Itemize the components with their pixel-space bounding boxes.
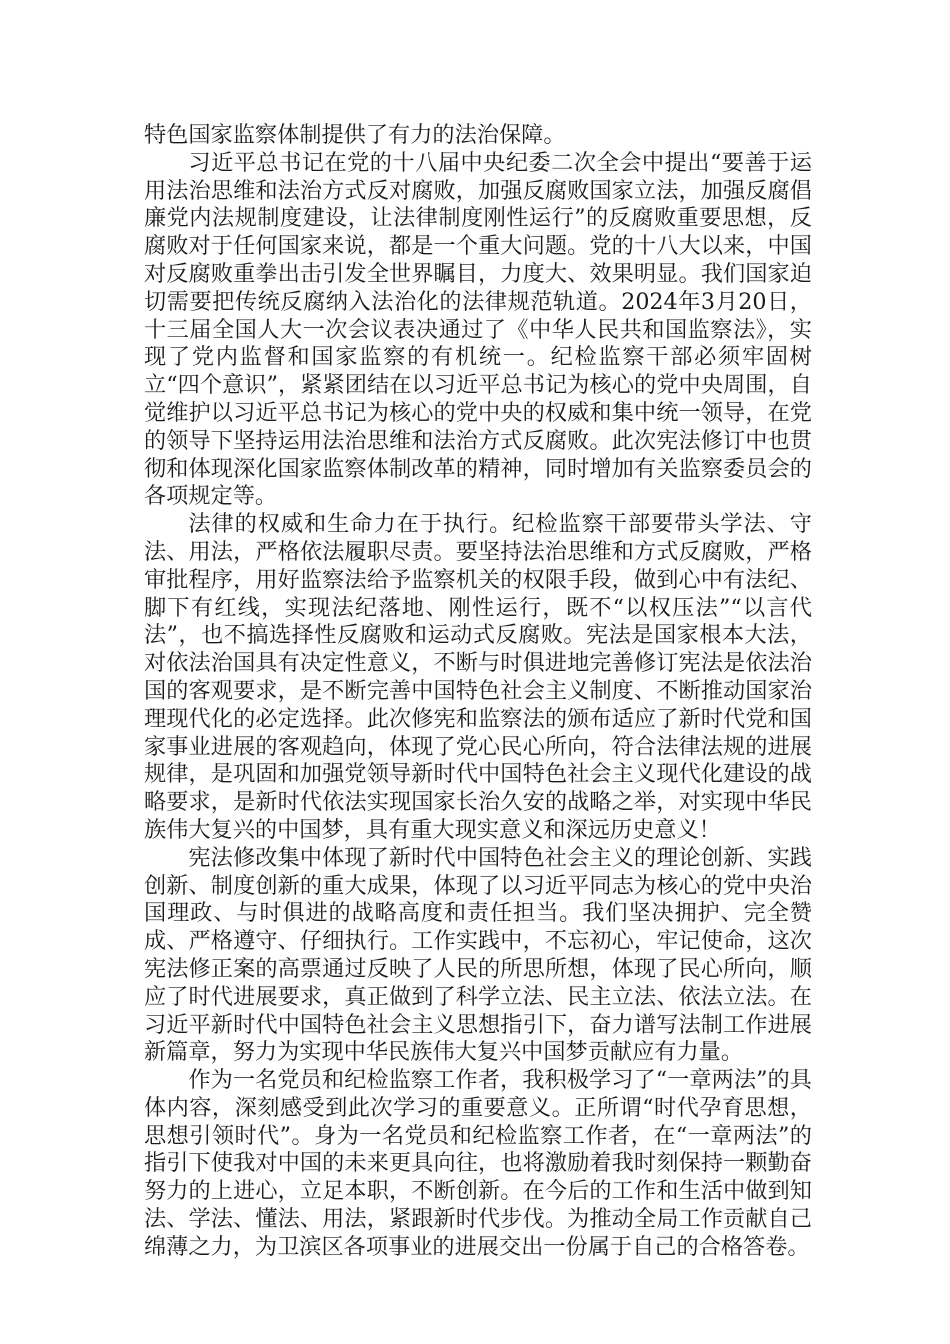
paragraph-personal-reflection: 作为一名党员和纪检监察工作者，我积极学习了“一章两法”的具体内容，深刻感受到此次学习的重要意义。正所谓“时代孕育思想，思想引领时代”。身为一名党员和纪检监察工作者，在“一章两法”的指引下使我对中国的未来更具向往，也将激励着我时刻保持一颗勤奋努力的上进心，立足本职，不断创新。在今后的工作和生活中做到知法、学法、懂法、用法，紧跟新时代步伐。为推动全局工作贡献自己绵薄之力，为卫滨区各项事业的进展交出一份属于自己的合格答卷。 <box>144 1067 812 1260</box>
paragraph-continuation: 特色国家监察体制提供了有力的法治保障。 <box>144 122 566 148</box>
paragraph-anti-corruption-legislation: 习近平总书记在党的十八届中央纪委二次全会中提出“要善于运用法治思维和法治方式反对腐败，加强反腐败国家立法，加强反腐倡廉党内法规制度建设，让法律制度刚性运行”的反腐败重要思想，反腐败对于任何国家来说，都是一个重大问题。党的十八大以来，中国对反腐败重拳出击引发全世界瞩目，力度大、效果明显。我们国家迫切需要把传统反腐纳入法治化的法律规范轨道。2024年3月20日，十三届全国人大一次会议表决通过了《中华人民共和国监察法》，实现了党内监督和国家监察的有机统一。纪检监察干部必须牢固树立“四个意识”，紧紧团结在以习近平总书记为核心的党中央周围，自觉维护以习近平总书记为核心的党中央的权威和集中统一领导，在党的领导下坚持运用法治思维和法治方式反腐败。此次宪法修订中也贯彻和体现深化国家监察体制改革的精神，同时增加有关监察委员会的各项规定等。 <box>144 149 812 510</box>
document-body <box>144 122 812 1262</box>
paragraph-law-enforcement: 法律的权威和生命力在于执行。纪检监察干部要带头学法、守法、用法，严格依法履职尽责。要坚持法治思维和方式反腐败，严格审批程序，用好监察法给予监察机关的权限手段，做到心中有法纪、脚下有红线，实现法纪落地、刚性运行，既不“以权压法”“以言代法”，也不搞选择性反腐败和运动式反腐败。宪法是国家根本大法，对依法治国具有决定性意义，不断与时俱进地完善修订宪法是依法治国的客观要求，是不断完善中国特色社会主义制度、不断推动国家治理现代化的必定选择。此次修宪和监察法的颁布适应了新时代党和国家事业进展的客观趋向，体现了党心民心所向，符合法律法规的进展规律，是巩固和加强党领导新时代中国特色社会主义现代化建设的战略要求，是新时代依法实现国家长治久安的战略之举，对实现中华民族伟大复兴的中国梦，具有重大现实意义和深远历史意义！ <box>144 511 812 843</box>
paragraph-constitution-amendment: 宪法修改集中体现了新时代中国特色社会主义的理论创新、实践创新、制度创新的重大成果，体现了以习近平同志为核心的党中央治国理政、与时俱进的战略高度和责任担当。我们坚决拥护、完全赞成、严格遵守、仔细执行。工作实践中，不忘初心，牢记使命，这次宪法修正案的高票通过反映了人民的所思所想，体现了民心所向，顺应了时代进展要求，真正做到了科学立法、民主立法、依法立法。在习近平新时代中国特色社会主义思想指引下，奋力谱写法制工作进展新篇章，努力为实现中华民族伟大复兴中国梦贡献应有力量。 <box>144 844 812 1066</box>
